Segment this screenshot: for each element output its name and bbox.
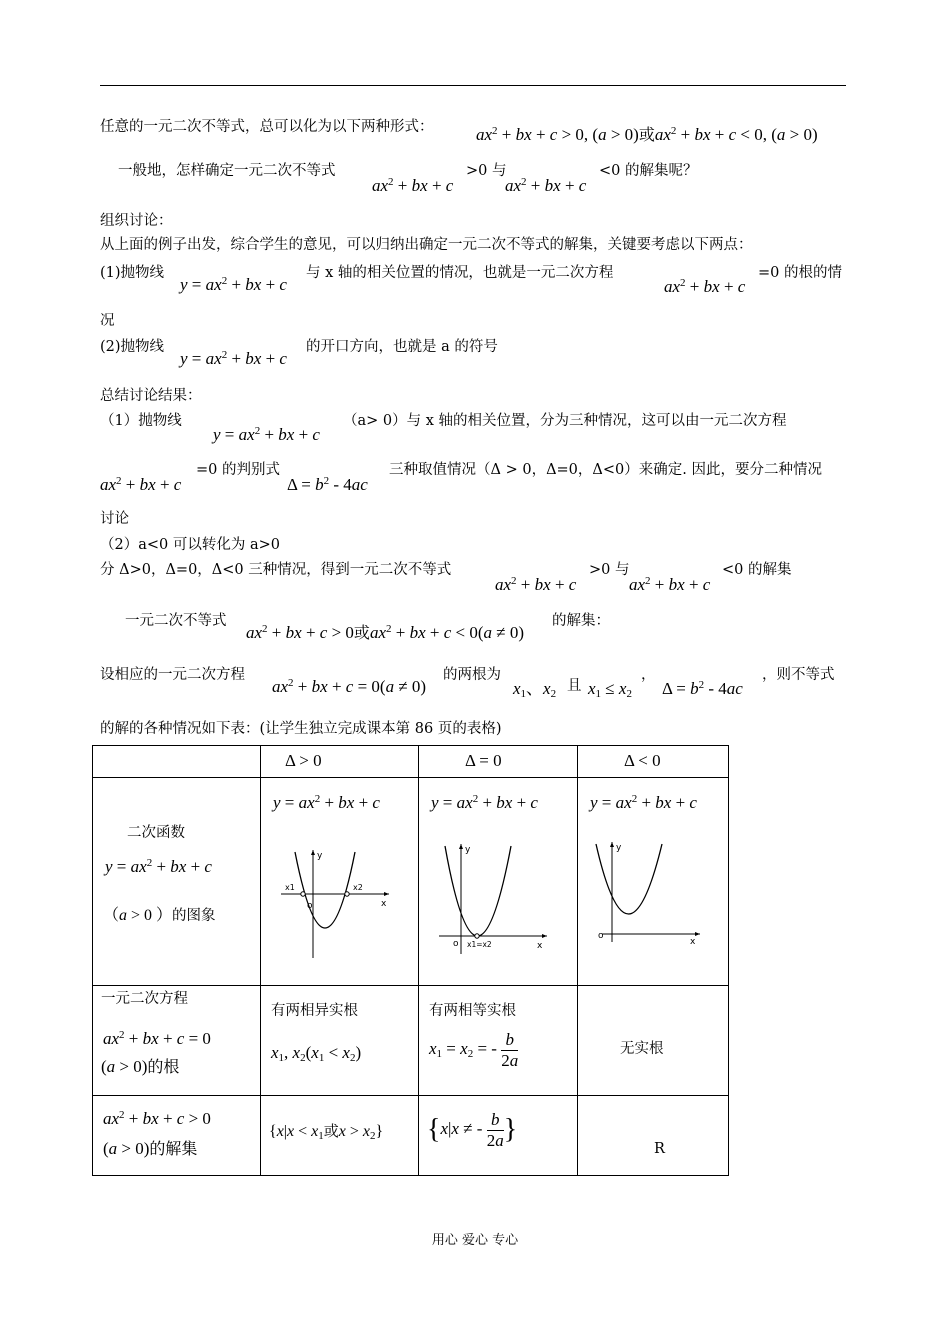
two-distinct-roots: 有两相异实根	[271, 1003, 358, 1019]
row-solset-label	[93, 1096, 261, 1176]
summary2-gt0: >0 与	[589, 562, 630, 578]
roots-cell-two	[261, 986, 419, 1096]
x-label: x	[381, 899, 387, 909]
double-root-label: x1=x2	[467, 940, 492, 949]
formula-two-forms: $ax^2$ + bx + c > 0, (a > 0)或$ax^2$ + bx + c < 0, (a > 0)	[476, 125, 818, 144]
table-corner	[93, 746, 261, 778]
formula-parabola: $y = ax^2$ + bx + c	[180, 349, 287, 368]
root-point	[345, 892, 349, 896]
y-axis-arrow	[459, 844, 463, 849]
solset-cell-two	[261, 1096, 419, 1176]
x-axis-arrow	[542, 934, 547, 938]
intro-line: 任意的一元二次不等式，总可以化为以下两种形式：	[100, 119, 434, 135]
x-axis-arrow	[384, 892, 389, 896]
formula-roots-ordered: $x_1$, $x_2(x_1 < x_2)$	[271, 1043, 362, 1064]
graph-no-root	[592, 838, 702, 953]
formula-equation: $ax^2$ + bx + c = 0(a ≠ 0)	[272, 677, 427, 696]
summary1-cases: 三种取值情况（Δ > 0，Δ=0，Δ<0）来确定. 因此，要分二种情况	[389, 462, 822, 478]
formula-quadratic: $ax^2$ + bx + c	[495, 575, 577, 594]
header-delta-gt: Δ > 0	[285, 751, 322, 770]
solset-prefix: 一元二次不等式	[125, 613, 227, 629]
header-delta-lt: Δ < 0	[624, 751, 661, 770]
row2-label-suffix: 的根	[147, 1057, 180, 1076]
summary1-disc: =0 的判别式	[196, 462, 280, 478]
formula-condition: （a > 0 ）的图象	[103, 907, 216, 924]
root-point	[475, 934, 479, 938]
formula-root-order: $x_1 \le x_2$	[588, 679, 632, 700]
x1-label: x1	[285, 883, 295, 892]
formula-quadratic: $ax^2$ + bx + c	[664, 277, 746, 296]
table-header-cell	[261, 746, 419, 778]
point1-mid: 与 x 轴的相关位置的情况，也就是一元二次方程	[306, 265, 614, 281]
y-axis-arrow	[610, 842, 614, 847]
roots-cell-none	[578, 986, 729, 1096]
summary2-prefix: 分 Δ>0，Δ=0，Δ<0 三种情况，得到一元二次不等式	[100, 562, 452, 578]
discuss-intro: 从上面的例子出发，综合学生的意见，可以归纳出确定一元二次不等式的解集，关键要考虑以下两点：	[100, 237, 753, 253]
formula-quadratic: $ax^2$ + bx + c	[629, 575, 711, 594]
summary1-mid: （a> 0）与 x 轴的相关位置，分为三种情况，这可以由一元二次方程	[343, 413, 787, 429]
formula-quadratic: $ax^2$ + bx + c	[100, 475, 182, 494]
summary2-line: （2）a<0 可以转化为 a>0	[100, 537, 280, 553]
graph-cell-double-root	[419, 778, 578, 986]
row2-label: 一元二次方程	[101, 991, 188, 1007]
formula-parabola: $y = ax^2$ + bx + c	[105, 857, 212, 876]
y-label: y	[616, 843, 622, 853]
assume-comma: ，	[641, 667, 656, 683]
formula-roots: $x_1$、$x_2$	[513, 679, 557, 700]
solset-cell-all	[578, 1096, 729, 1176]
formula-solset-outside: {$x|x < x_1$或$x > x_2$}	[269, 1122, 384, 1142]
formula-parabola: $y = ax^2$ + bx + c	[180, 275, 287, 294]
formula-parabola: $y = ax^2$ + bx + c	[273, 793, 380, 812]
point1-prefix: (1)抛物线	[100, 265, 165, 281]
graph-double-root	[439, 842, 549, 957]
formula-equation: $ax^2$ + bx + c = 0	[103, 1029, 211, 1048]
parabola-curve	[445, 846, 511, 936]
question-gt0: >0 与	[466, 163, 507, 179]
discuss-title: 组织讨论：	[100, 213, 173, 229]
assume-and: 且	[567, 678, 582, 694]
assume-prefix: 设相应的一元二次方程	[100, 667, 245, 683]
formula-discriminant: $\Delta = b^2 - 4ac$	[662, 679, 743, 698]
formula-quadratic: $ax^2$ + bx + c	[372, 176, 454, 195]
point1-suffix: =0 的根的情	[758, 265, 842, 281]
origin-label: o	[598, 931, 604, 941]
summary2-lt0: <0 的解集	[722, 562, 792, 578]
x-axis-arrow	[695, 932, 700, 936]
header-delta-eq: Δ = 0	[465, 751, 502, 770]
all-reals: R	[654, 1141, 665, 1157]
row-graph-label	[93, 778, 261, 986]
x-label: x	[690, 937, 696, 947]
question-prefix: 一般地，怎样确定一元二次不等式	[118, 163, 336, 179]
row1-label: 二次函数	[127, 825, 185, 841]
solset-cell-double	[419, 1096, 578, 1176]
row-roots-label	[93, 986, 261, 1096]
header-rule	[100, 85, 846, 86]
solset-suffix: 的解集：	[552, 613, 610, 629]
formula-quadratic: $ax^2$ + bx + c	[505, 176, 587, 195]
formula-solset-except: {x|x ≠ - $\frac{b}{2a}$ }	[427, 1110, 518, 1150]
formula-parabola: $y = ax^2$ + bx + c	[590, 793, 697, 812]
graph-two-roots	[281, 848, 391, 963]
no-real-roots: 无实根	[620, 1041, 664, 1057]
formula-discriminant: $\Delta = b^2 - 4ac$	[287, 475, 368, 494]
graph-cell-two-roots	[261, 778, 419, 986]
formula-inequality-gt: $ax^2$ + bx + c > 0	[103, 1109, 211, 1128]
solution-table	[92, 745, 729, 1176]
point2-suffix: 的开口方向，也就是 a 的符号	[306, 339, 498, 355]
or-word: 或	[638, 125, 655, 144]
parabola-curve	[295, 852, 355, 928]
origin-label: o	[453, 939, 459, 949]
point1-wrap: 况	[100, 313, 115, 329]
assume-roots: 的两根为	[443, 667, 501, 683]
roots-cell-double	[419, 986, 578, 1096]
parabola-curve	[596, 844, 662, 914]
formula-parabola: $y = ax^2$ + bx + c	[431, 793, 538, 812]
row3-label-suffix: 的解集	[149, 1139, 198, 1158]
row1-label2: 的图象	[172, 908, 216, 924]
y-label: y	[317, 851, 323, 861]
x-label: x	[537, 941, 543, 951]
formula-double-root: $x_1 = x_2$ = - $\frac{b}{2a}$	[429, 1030, 519, 1070]
origin-label: o	[307, 901, 313, 911]
question-lt0: <0 的解集呢？	[599, 163, 698, 179]
footer: 用心 爱心 专心	[431, 1233, 519, 1248]
table-intro: 的解的各种情况如下表：(让学生独立完成课本第 86 页的表格)	[100, 721, 502, 737]
table-header-cell	[578, 746, 729, 778]
graph-cell-no-root	[578, 778, 729, 986]
y-axis-arrow	[311, 850, 315, 855]
x2-label: x2	[353, 883, 363, 892]
formula-parabola: $y = ax^2$ + bx + c	[213, 425, 320, 444]
summary1-prefix: （1）抛物线	[100, 413, 182, 429]
formula-inequalities: $ax^2$ + bx + c > 0或$ax^2$ + bx + c < 0(a ≠ 0)	[246, 623, 525, 642]
assume-then: ，则不等式	[762, 667, 835, 683]
two-equal-roots: 有两相等实根	[429, 1003, 516, 1019]
y-label: y	[465, 845, 471, 855]
formula-condition: (a > 0)的解集	[103, 1139, 198, 1158]
formula-condition: (a > 0)的根	[101, 1057, 180, 1076]
point2-prefix: (2)抛物线	[100, 339, 165, 355]
summary-title: 总结讨论结果：	[100, 388, 202, 404]
summary1-wrap: 讨论	[100, 511, 129, 527]
table-header-cell	[419, 746, 578, 778]
root-point	[301, 892, 305, 896]
